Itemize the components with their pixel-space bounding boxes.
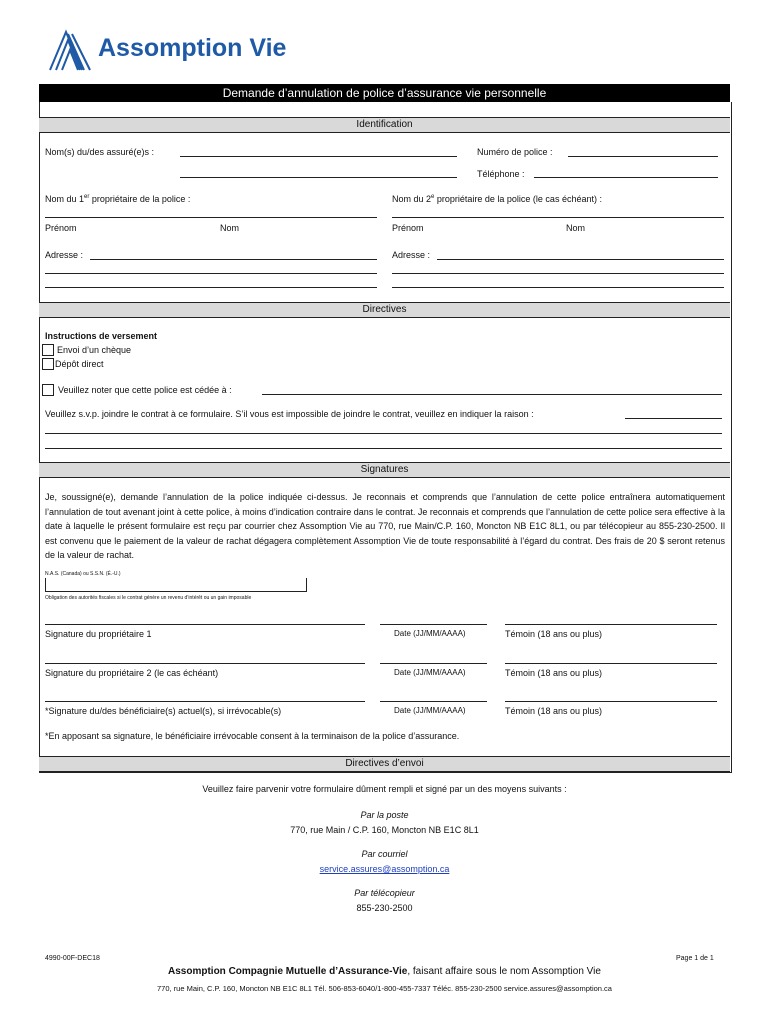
identification-header: Identification [39,117,730,133]
owner2-signature-label: Signature du propriétaire 2 (le cas échéant) [45,668,219,678]
fax-number: 855-230-2500 [356,903,413,913]
form-title: Demande d’annulation de police d’assurance vie personnelle [39,84,730,102]
attach-reason-field-3[interactable] [45,448,722,449]
beneficiary-signature-label: *Signature du/des bénéficiaire(s) actuel(s), si irrévocable(s) [45,706,282,716]
page-number: Page 1 de 1 [676,955,714,962]
owner2-first-name-label: Prénom [392,223,424,233]
policy-number-label: Numéro de police : [477,147,553,157]
owner2-address-field-1[interactable] [437,259,724,260]
cheque-label: Envoi d’un chèque [57,345,132,355]
attach-reason-field-1[interactable] [625,418,722,419]
owner1-name-field[interactable] [45,217,377,218]
email-title: Par courriel [361,849,408,859]
owner1-address-field-3[interactable] [45,287,377,288]
owner2-address-field-3[interactable] [392,287,724,288]
owner2-witness-label: Témoin (18 ans ou plus) [505,668,603,678]
beneficiary-witness-label: Témoin (18 ans ou plus) [505,706,603,716]
owner2-address-field-2[interactable] [392,273,724,274]
beneficiary-witness-line[interactable] [505,701,717,702]
footer-contact: 770, rue Main, C.P. 160, Moncton NB E1C 8L1 Tél. 506-853-6040/1-800-455-7337 Téléc. 855-230-2500 service.assures@assomption.ca [157,984,612,993]
beneficiary-signature-line[interactable] [45,701,365,702]
assigned-field[interactable] [262,394,722,395]
signatures-header: Signatures [39,462,730,478]
assigned-label: Veuillez noter que cette police est cédée à : [58,385,232,395]
owner1-address-field-2[interactable] [45,273,377,274]
directives-header: Directives [39,302,730,318]
owner2-address-label: Adresse : [392,250,431,260]
policy-number-field[interactable] [568,156,718,157]
sin-label: N.A.S. (Canada) ou S.S.N. (É.-U.) [45,571,121,577]
logo-mark-icon [48,28,94,72]
sin-note: Obligation des autorités fiscales si le contrat génère un revenu d’intérêt ou un gain imposable [45,595,252,601]
insured-label: Nom(s) du/des assuré(e)s : [45,147,155,157]
attach-contract-text: Veuillez s.v.p. joindre le contrat à ce formulaire. S’il vous est impossible de joindre le contrat, veuillez en indiquer la raison : [45,409,534,419]
owner1-first-name-label: Prénom [45,223,77,233]
sin-field[interactable] [45,578,307,592]
owner1-address-field-1[interactable] [90,259,377,260]
form-code: 4990-00F-DEC18 [45,955,100,962]
logo-text: Assomption Vie [98,34,287,62]
beneficiary-date-label: Date (JJ/MM/AAAA) [394,706,466,715]
direct-deposit-label: Dépôt direct [55,359,104,369]
beneficiary-date-line[interactable] [380,701,487,702]
owner1-signature-label: Signature du propriétaire 1 [45,629,152,639]
owner1-last-name-label: Nom [220,223,240,233]
footer-company-name: Assomption Compagnie Mutuelle d’Assurance-Vie [168,966,408,977]
send-intro: Veuillez faire parvenir votre formulaire dûment rempli et signé par un des moyens suivants : [202,784,567,794]
assigned-checkbox[interactable] [42,384,54,396]
fax-title: Par télécopieur [354,888,415,898]
email-link[interactable]: service.assures@assomption.ca [319,864,450,874]
footer-company [39,966,730,977]
phone-field[interactable] [534,177,718,178]
footer-company-rest: , faisant affaire sous le nom Assomption Vie [407,966,601,977]
owner1-date-label: Date (JJ/MM/AAAA) [394,629,466,638]
logo [48,28,287,72]
direct-deposit-checkbox[interactable] [42,358,54,370]
cheque-checkbox[interactable] [42,344,54,356]
owner1-witness-line[interactable] [505,624,717,625]
owner1-label: Nom du 1er propriétaire de la police : [45,194,191,204]
payment-instructions-title: Instructions de versement [45,331,158,341]
phone-label: Téléphone : [477,169,525,179]
owner2-signature-line[interactable] [45,663,365,664]
owner2-last-name-label: Nom [566,223,586,233]
send-header: Directives d’envoi [39,756,730,772]
attach-reason-field-2[interactable] [45,433,722,434]
owner2-witness-line[interactable] [505,663,717,664]
owner1-witness-label: Témoin (18 ans ou plus) [505,629,603,639]
owner1-date-line[interactable] [380,624,487,625]
owner2-date-line[interactable] [380,663,487,664]
insured-field-1[interactable] [180,156,457,157]
mail-address: 770, rue Main / C.P. 160, Moncton NB E1C 8L1 [290,825,479,835]
owner1-address-label: Adresse : [45,250,84,260]
email-link-row [39,864,730,874]
owner1-signature-line[interactable] [45,624,365,625]
owner2-date-label: Date (JJ/MM/AAAA) [394,668,466,677]
insured-field-2[interactable] [180,177,457,178]
owner2-name-field[interactable] [392,217,724,218]
owner2-label: Nom du 2e propriétaire de la police (le cas échéant) : [392,194,602,204]
signatures-footnote: *En apposant sa signature, le bénéficiaire irrévocable consent à la terminaison de la police d’assurance. [45,731,460,741]
signatures-paragraph: Je, soussigné(e), demande l’annulation de la police indiquée ci-dessus. Je reconnais et comprends que l’annulation de cette police entraînera automatiquement l’annulation de tout avenant joint à cette police, à moins d’indication contraire dans le contrat. Je reconnais et comprends que l’annulation de cette police sera effective à la date à laquelle le présent formulaire est reçu par courrier chez Assomption Vie au 770, rue Main/C.P. 160, Moncton NB E1C 8L1, ou par télécopieur au 855-230-2500. Il est convenu que le paiement de la valeur de rachat dégagera complètement Assomption Vie de toute responsabilité à l’égard du contrat. Des frais de 20 $ seront retenus de la valeur de rachat. [45,492,725,560]
mail-title: Par la poste [360,810,409,820]
